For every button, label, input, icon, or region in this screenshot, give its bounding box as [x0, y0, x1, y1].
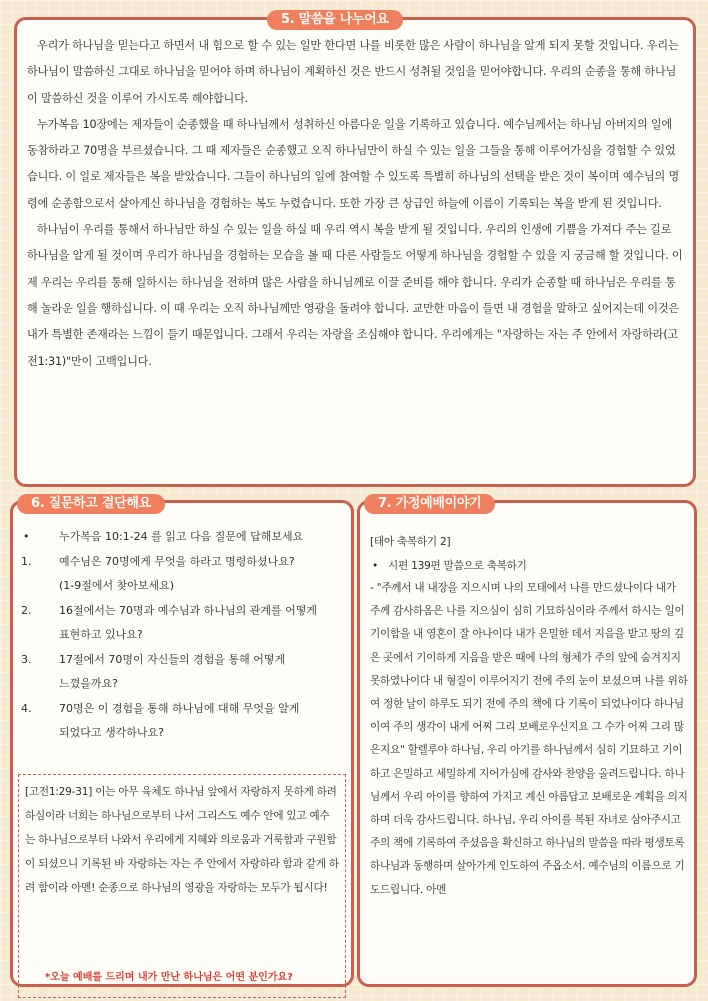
- family-worship-body: [370, 529, 688, 902]
- questions-panel: [10, 496, 354, 987]
- question-line: 16절에서는 70명과 예수님과 하나님의 관계를 어떻게: [59, 603, 317, 617]
- family-worship-panel: [357, 496, 697, 987]
- reflection-note: *오늘 예배를 드리며 내가 만난 하나님은 어떤 분인가요?: [43, 968, 295, 983]
- questions-title: 6. 질문하고 결단해요: [17, 494, 165, 514]
- question-item: [21, 599, 345, 648]
- bullet-marker: •: [372, 560, 378, 572]
- verse-box: [고전1:29-31] 이는 아무 육체도 하나님 앞에서 자랑하지 못하게 하려 하심이라 너희는 하나님으로부터 나서 그리스도 예수 안에 있고 예수는 하나님으로부터 나와서 우리에게 지혜와 의로움과 거룩함과 구원함이 되셨으니 기록된 바 자랑하는 자는 주 안에서 자랑하라 함과 같게 하려 함이라 아멘! 순종으로 하나님의 영광을 자랑하는 모두가 됩시다!: [18, 774, 346, 998]
- question-line: 예수님은 70명에게 무엇을 하라고 명령하셨나요?: [59, 554, 295, 568]
- question-item: [21, 648, 345, 697]
- bullet-marker: •: [23, 530, 30, 543]
- question-item: [21, 550, 345, 599]
- family-worship-bullet: [370, 555, 688, 577]
- family-worship-subtitle: [태아 축복하기 2]: [370, 536, 451, 548]
- family-worship-prayer: - "주께서 내 내장을 지으시며 나의 모태에서 나를 만드셨나이다 내가 주께 감사하옴은 나를 지으심이 심히 기묘하심이라 주께서 하시는 일이 기이함을 내 영혼이 잘 아나이다 내가 은밀한 데서 지음을 받고 땅의 깊은 곳에서 기이하게 지음을 받은 때에 나의 형체가 주의 앞에 숨겨지지 못하였나이다 내 형질이 이루어지기 전에 주의 눈이 보셨으며 나를 위하여 정한 날이 하루도 되기 전에 주의 책에 다 기록이 되었나이다 하나님이여 주의 생각이 내게 어찌 그리 보배로우신지요 그 수가 어찌 그리 많은지요" 할렐루야 하나님, 우리 아기를 하나님께서 심히 기묘하고 기이하고 은밀하고 세밀하게 지어가심에 감사와 찬양을 올려드립니다. 하나님께서 우리 아이를 향하여 가지고 계신 아름답고 보배로운 계획을 의지하며 더욱 감사드립니다. 하나님, 우리 아이를 복된 자녀로 삼아주시고 주의 책에 기록하여 주셨음을 확신하고 하나님의 말씀을 따라 평생토록 하나님과 동행하며 살아가게 인도하여 주옵소서. 예수님의 이름으로 기도드립니다. 아멘: [370, 582, 688, 896]
- share-word-body: [27, 33, 685, 375]
- question-line: 느꼈을까요?: [59, 677, 118, 690]
- question-intro-text: 누가복음 10:1-24 를 읽고 다음 질문에 답해보세요: [59, 530, 304, 543]
- question-item: [21, 697, 345, 746]
- question-number: 1.: [21, 554, 32, 568]
- question-line: 표현하고 있나요?: [59, 628, 143, 641]
- share-paragraph-3: 하나님이 우리를 통해서 하나님만 하실 수 있는 일을 하실 때 우리 역시 복을 받게 될 것입니다. 우리의 인생에 기쁨을 가져다 주는 길로 하나님을 알게 될 것이며 우리가 하나님을 경험하는 모습을 볼 때 다른 사람들도 어떻게 하나님을 경험할 수 있을 지 궁금해 할 것입니다. 이제 우리는 우리를 통해 일하시는 하나님을 전하며 많은 사람을 하니님께로 이끌 준비를 해야 합니다. 우리가 순종할 때 하나님은 우리를 통해 놀라운 일을 행하십니다. 이 때 우리는 오직 하나님께만 영광을 돌려야 합니다. 교만한 마음이 들면 내 경험을 말하고 싶어지는데 이것은 내가 특별한 존재라는 느낌이 들기 때문입니다. 그래서 우리는 자랑을 조심해야 합니다. 우리에게는 "자랑하는 자는 주 안에서 자랑하라(고전1:31)"만이 고백입니다.: [27, 223, 683, 368]
- question-line: 70명은 이 경험을 통해 하나님에 대해 무엇을 알게: [59, 701, 300, 715]
- share-paragraph-1: 우리가 하나님을 믿는다고 하면서 내 힘으로 할 수 있는 일만 한다면 나를 비롯한 많은 사람이 하나님을 알게 되지 못할 것입니다. 우리는 하나님이 말씀하신 그대로 하나님을 믿어야 하며 하나님이 계획하신 것은 반드시 성취될 것임을 믿어야합니다. 우리의 순종을 통해 하나님이 말씀하신 것을 이루어 가시도록 해야합니다.: [27, 39, 679, 105]
- family-worship-title: 7. 가정예배이야기: [364, 494, 495, 514]
- share-paragraph-2: 누가복음 10장에는 제자들이 순종했을 때 하나님께서 성취하신 아름다운 일을 기록하고 있습니다. 예수님께서는 하나님 아버지의 일에 동참하라고 70명을 부르셨습니다. 그 때 제자들은 순종했고 오직 하나님만이 하실 수 있는 일을 그들을 통해 이루어가심을 경험할 수 있었습니다. 이 일로 제자들은 복을 받았습니다. 그들이 하나님의 일에 참여할 수 있도록 특별히 하나님의 선택을 받은 것이 복이며 예수님의 명령에 순종함으로서 살아계신 하나님을 경험하는 복도 누렸습니다. 또한 가장 큰 상급인 하늘에 이름이 기록되는 복을 받게 된 것입니다.: [27, 117, 680, 210]
- question-line: 되었다고 생각하나요?: [59, 726, 164, 739]
- question-number: 2.: [21, 603, 32, 617]
- question-list: [21, 525, 345, 746]
- share-word-panel: [14, 12, 696, 487]
- question-line: (1-9절에서 찾아보세요): [59, 579, 175, 592]
- family-worship-bullet-text: 시편 139편 말씀으로 축복하기: [388, 560, 527, 572]
- share-word-title: 5. 말씀을 나누어요: [267, 10, 403, 30]
- question-intro: [21, 525, 345, 550]
- question-number: 3.: [21, 652, 32, 666]
- question-line: 17절에서 70명이 자신들의 경험을 통해 어떻게: [59, 652, 286, 666]
- question-number: 4.: [21, 701, 32, 715]
